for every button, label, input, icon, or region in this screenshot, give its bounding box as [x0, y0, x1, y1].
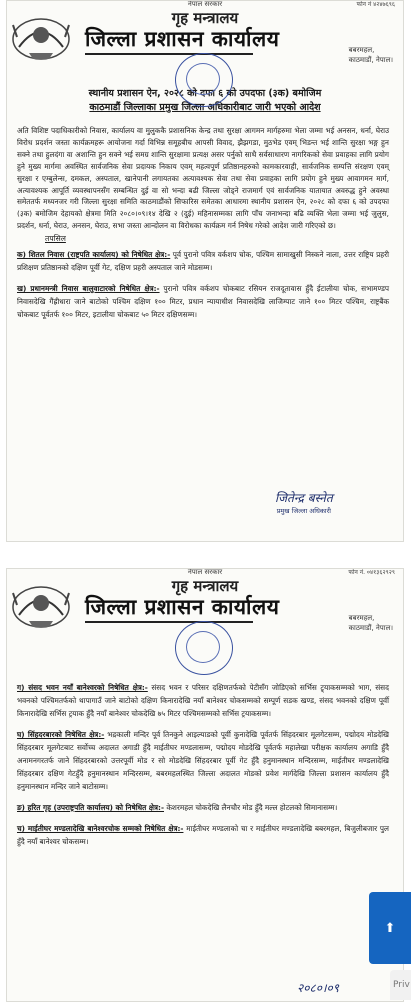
letter-page-1	[6, 0, 404, 542]
zone-description: भद्रकाली मन्दिर पूर्व तिनकुने आइल्याडको पूर्वी कुनादेखि पूर्वतर्फ सिंहदरबार मूलगेटसम्म, पद्मोदय मोडदेखि सिंहदरबार मूलगेटबाट सर्वोच्च अदालत अगाडी हुँदै माईतीघर मण्डलासम्म, पद्मोदय मोडदेखि पूर्वतर्फ महालेखा परीक्षक कार्यालय अगाडि हुँदै अनामनगरतर्फ जाने सिंहदरबारको उत्तरपूर्वी मोड र सो मोडदेखि सिंहदरबार पूर्वी गेट हुँदै हनुमानस्थान मन्दिरसम्म, माईतीघर मण्डलादेखि सिंहदरबार दक्षिण गेटहुँदै हनुमानस्थान मन्दिरसम्म, बबरमहलस्थित जिल्ला अदालत मोडको प्रवेश मार्गदेखि जिल्ला प्रशासन कार्यालय हुँदै हनुमानस्थान मन्दिर जाने बाटोसम्म।	[17, 730, 389, 791]
address-line-2: काठमाडौं, नेपाल।	[348, 56, 393, 64]
address-line-1: बबरमहल,	[348, 614, 375, 622]
zone-label: च) माईतीघर मण्डलादेखि बानेश्वरचोक सम्मको निषेधित क्षेत्र:-	[17, 824, 184, 833]
zone-description: केशरमहल चोकदेखि लैनचौर मोड हुँदै मल्ल होटलको सिमानासम्म।	[164, 803, 338, 812]
zone-label: क) शितल निवास (राष्ट्रपति कार्यालय) को निषेधित क्षेत्र:-	[17, 250, 171, 260]
zone-description: पूर्व पुरानो पवित्र वर्कशप चोक, पश्चिम सामाखुसी निस्कने नाला, उत्तर राष्ट्रिय प्रहरी प्रशिक्षण प्रतिष्ठानको दक्षिण पूर्वी गेट, दक्षिण प्रहरी अस्पताल जाने मोडसम्म।	[17, 250, 389, 273]
zone-label: घ) सिंहदरबारको निषेधित क्षेत्र:-	[17, 730, 105, 739]
office-underline	[85, 621, 253, 623]
zone-description: पुरानो पवित्र वर्कशप चोकबाट रसियन राजदूतावास हुँदै ईटालीया चोक, सभामण्डप निवासदेखि गैंह्रीधारा जाने बाटोको पश्चिम दक्षिण १०० मिटर, प्रधान न्यायाधीश निवासदेखि लाजिम्पाट जाने १०० मिटर पश्चिम, राष्ट्रबैंक चोकबाट पूर्वतर्फ १०० मिटर, इटालीया चोकबाट ५० मिटर दक्षिणसम्म।	[17, 284, 389, 320]
zone-label: ख) प्रधानमन्त्री निवास बालुवाटारको निषेधित क्षेत्र:-	[17, 284, 160, 294]
office-stamp-icon	[175, 621, 233, 675]
scroll-to-top-button[interactable]	[369, 892, 411, 964]
chevron-up-icon: ⬆	[384, 920, 396, 936]
order-title-line-1: स्थानीय प्रशासन ऐन, २०२८ को दफा ६ को उपदफा (३क) बमोजिम	[88, 88, 322, 99]
restricted-zone-item	[7, 681, 403, 720]
office-name: जिल्ला प्रशासन कार्यालय	[85, 27, 280, 51]
office-underline	[85, 53, 253, 55]
letter-page-2	[6, 568, 404, 1002]
office-address	[349, 613, 393, 633]
signature-block	[275, 489, 333, 515]
office-address	[349, 45, 393, 65]
office-name: जिल्ला प्रशासन कार्यालय	[85, 595, 280, 619]
order-title-line-2: काठमाडौं जिल्लाका प्रमुख जिल्ला अधिकारीबाट जारी भएको आदेश	[89, 102, 321, 113]
letterhead	[7, 569, 403, 639]
phone-number: फोन नं. ०४१३६२९२९	[348, 569, 395, 576]
section-heading: तपसिल	[45, 234, 66, 244]
restricted-zone-item	[7, 248, 403, 274]
restricted-zone-item	[7, 282, 403, 321]
restricted-zone-item	[7, 728, 403, 793]
zone-label: ङ) हरित गृह (उपराष्ट्रपति कार्यालय) को निषेधित क्षेत्र:-	[17, 803, 164, 812]
government-name: नेपाल सरकार	[187, 568, 223, 576]
letterhead	[7, 1, 403, 71]
office-stamp-icon	[175, 53, 233, 107]
zone-label: ग) संसद भवन नयाँ बानेश्वरको निषेधित क्षेत्र:-	[17, 683, 148, 692]
restricted-zone-item	[7, 801, 403, 814]
address-line-2: काठमाडौं, नेपाल।	[348, 624, 393, 632]
phone-number: फोन नं ४२४७६९६	[356, 1, 395, 8]
signature: जितेन्द्र बस्नेत	[275, 491, 333, 505]
restricted-zone-item	[7, 822, 403, 848]
signer-title: प्रमुख जिल्ला अधिकारी	[276, 507, 331, 515]
government-name: नेपाल सरकार	[187, 0, 223, 8]
ministry-name: गृह मन्त्रालय	[171, 577, 239, 595]
zone-description: माईतीघर मण्डलाको चा र माईतीघर मण्डलादेखि बबरमहल, बिजुलीबजार पुल हुँदै नयाँ बानेश्वर चोकसम्म।	[17, 824, 389, 846]
signature-date: २०८०।०९	[297, 981, 339, 995]
address-line-1: बबरमहल,	[348, 46, 375, 54]
privacy-badge[interactable]	[390, 970, 411, 1000]
order-body: अति विशिष्ट पदाधिकारीको निवास, कार्यालय वा मुलुककै प्रशासनिक केन्द्र तथा सुरक्षा आगमन मार्गहरुमा भेला जम्मा भई अनसन, धर्ना, घेराउ विरोध प्रदर्शन जस्ता कार्यक्रमहरू आयोजना गर्दा विभिन्न समूहबीच आपसी विवाद, झैझगडा, मुठभेड एवम् भिडन्त भई शान्ति सुरक्षा भङ्ग हुन सक्ने तथा हुलदंगा वा अशान्ति हुन सक्ने भई समग्र शान्ति सुरक्षामा प्रत्यक्ष असर पर्नुको साथै सर्वसाधारण नागरिकको सेवा प्रवाहका लागि प्रयोग हुने मुख्य मार्गमा अवस्थित सार्वजनिक सेवा प्रदायक निकाय एवम् महत्वपूर्ण प्रतिष्ठानहरुको कामकारवाही, सार्वजनिक सम्पत्ति संरक्षण एवम् सुरक्षा र एम्बुलेन्स, दमकल, अस्पताल, खानेपानी लगायतका अत्यावश्यक सेवा तथा सेवा प्रवाहका लागि प्रयोग हुने मुख्य आवागमन मार्ग, अत्यावश्यक आपूर्ति व्यवस्थापनसँग सम्बन्धित दुई वा सो भन्दा बढी जिल्ला जोड्ने राजमार्ग एवं सार्वजनिक यातायात अवरुद्ध हुने अवस्था समेततर्फ मध्यनजर गरी जिल्ला सुरक्षा समिति काठमाडौंको सिफारिस समेतका आधारमा स्थानीय प्रशासन ऐन, २०२८ को दफा ६ को उपदफा (३क) बमोजिम देहायको क्षेत्रमा मिति २०८०।०९।१४ देखि २ (दुई) महिनासम्मका लागि पाँच जनाभन्दा बढि व्यक्ति भेला जम्मा भई जुलुस, प्रदर्शन, धर्ना, घेराउ, अनसन, घेराउ, सभा जस्ता आन्दोलन वा विरोधका कार्यक्रम गर्न निषेध गरेको आदेश जारी गरिएको छ।	[17, 126, 389, 231]
privacy-label: Priv	[393, 980, 410, 990]
ministry-name: गृह मन्त्रालय	[171, 9, 239, 27]
zone-description: संसद भवन र परिसर दक्षिणतर्फको पेटीसँग जोडिएको सर्भिस ट्र्याकसम्मको भाग, संसद भवनको पश्चिमतर्फको थापागाउँ जाने बाटोको दक्षिण किनारादेखि नयाँ बानेश्वर चोकसम्मको सम्पूर्ण सडक खण्ड, संसद भवनको दक्षिण पूर्वी किनारादेखि सर्भिस ट्रयाक हुँदै नयाँ बानेश्वर चोकदेखि ७५ मिटर पश्चिमसम्मको सर्भिस ट्रयाकसम्म।	[17, 683, 389, 718]
